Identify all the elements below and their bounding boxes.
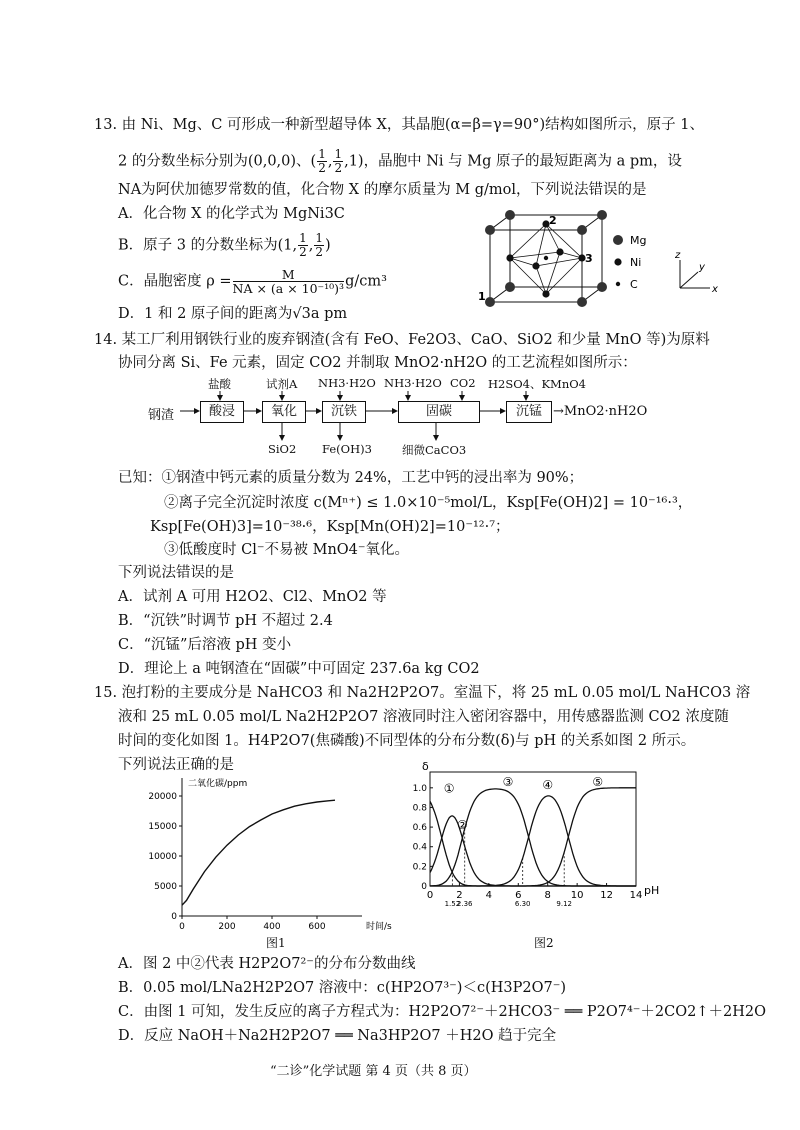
series-label-4: ④ bbox=[542, 777, 554, 792]
y-tick-label: 1.0 bbox=[412, 783, 427, 794]
q14-option-d: D．理论上 a 吨钢渣在“固碳”中可固定 237.6a kg CO2 bbox=[118, 661, 480, 677]
input-h2so4-kmno4: H2SO4、KMnO4 bbox=[488, 377, 586, 391]
y-tick-label: 10000 bbox=[148, 852, 177, 862]
y-tick-label: 0.6 bbox=[412, 823, 427, 834]
q13-text-1: 由 Ni、Mg、C 可形成一种新型超导体 X，其晶胞(α=β=γ=90°)结构如图所示，原子 1、 bbox=[121, 117, 705, 133]
density-fraction: $\frac{M}{\text{NA × (a × 10⁻¹⁰)³}}$ bbox=[232, 267, 345, 296]
q15-option-d: D．反应 NaOH＋Na2H2P2O7 ══ Na3HP2O7 ＋H2O 趋于完全 bbox=[118, 1028, 557, 1044]
distribution-fraction-chart bbox=[400, 760, 680, 930]
q13-option-c: C．晶胞密度 ρ = $\frac{M}{\text{NA × (a × 10⁻¹⁰)³}}$ g/cm³ bbox=[118, 267, 387, 296]
series-label-3: ③ bbox=[502, 774, 514, 789]
y-tick-label: 20000 bbox=[148, 792, 177, 802]
atom-label-2: 2 bbox=[549, 214, 557, 227]
q13-option-b: B．原子 3 的分数坐标为(1, $\frac{1}{2}$ , $\frac{1}{2}$ ) bbox=[118, 231, 331, 259]
x-tick-label: 14 bbox=[629, 890, 643, 901]
q14-known-4: ③低酸度时 Cl⁻不易被 MnO4⁻氧化。 bbox=[164, 542, 410, 558]
annotation-label: 2.36 bbox=[456, 900, 473, 908]
fraction: $\frac{1}{2}$ bbox=[315, 231, 323, 259]
flow-arrows bbox=[0, 0, 800, 470]
page-footer: “二诊”化学试题 第 4 页（共 8 页） bbox=[270, 1064, 477, 1079]
x-tick-label: 600 bbox=[308, 922, 326, 932]
flow-step-acid-leach: 酸浸 bbox=[200, 401, 244, 423]
legend-mg: Mg bbox=[630, 234, 647, 247]
input-co2: CO2 bbox=[450, 376, 476, 390]
flow-step-precip-mn: 沉锰 bbox=[506, 401, 552, 423]
axis-z: z bbox=[675, 250, 681, 261]
q14-ask: 下列说法错误的是 bbox=[118, 565, 234, 581]
q15-line2: 液和 25 mL 0.05 mol/L Na2H2P2O7 溶液同时注入密闭容器中，用传感器监测 CO2 浓度随 bbox=[118, 709, 729, 725]
y-axis-label: 二氧化碳/ppm bbox=[188, 779, 248, 789]
q14-known-2: ②离子完全沉淀时浓度 c(Mⁿ⁺) ≤ 1.0×10⁻⁵mol/L，Ksp[Fe(OH)2] = 10⁻¹⁶·³， bbox=[164, 495, 693, 511]
input-nh3-1: NH3·H2O bbox=[318, 376, 376, 390]
x-tick-label: 400 bbox=[263, 922, 281, 932]
y-tick-label: 15000 bbox=[148, 822, 177, 832]
species-curve-3 bbox=[430, 789, 636, 886]
q13-option-a: A．化合物 X 的化学式为 MgNi3C bbox=[118, 206, 345, 222]
x-axis-label: 时间/s bbox=[366, 922, 392, 932]
q13-line2: 2 的分数坐标分别为(0,0,0)、( $\frac{1}{2}$ , $\frac{1}{2}$ ,1)，晶胞中 Ni 与 Mg 原子的最短距离为 a pm，设 bbox=[118, 147, 682, 175]
q13-number: 13. bbox=[94, 117, 118, 133]
species-curve-4 bbox=[430, 796, 636, 886]
x-tick-label: 200 bbox=[218, 922, 236, 932]
series-label-5: ⑤ bbox=[592, 774, 604, 789]
q15-line3: 时间的变化如图 1。H4P2O7(焦磷酸)不同型体的分布分数(δ)与 pH 的关系如图 2 所示。 bbox=[118, 733, 696, 749]
species-curve-5 bbox=[430, 788, 636, 886]
fig2-caption: 图2 bbox=[534, 936, 554, 950]
q14-line2: 协同分离 Si、Fe 元素，固定 CO2 并制取 MnO2·nH2O 的工艺流程如图所示： bbox=[118, 355, 637, 371]
x-tick-label: 0 bbox=[179, 922, 185, 932]
q15-option-c: C．由图 1 可知，发生反应的离子方程式为：H2P2O7²⁻＋2HCO3⁻ ══ P2O7⁴⁻＋2CO2↑＋2H2O bbox=[118, 1004, 767, 1020]
x-tick-label: 8 bbox=[544, 890, 551, 901]
output-caco3: 细微CaCO3 bbox=[402, 443, 467, 457]
q14-known-1: 已知：①钢渣中钙元素的质量分数为 24%，工艺中钙的浸出率为 90%； bbox=[118, 470, 584, 486]
co2-time-chart bbox=[140, 770, 400, 950]
series-label-2: ② bbox=[456, 818, 468, 833]
q13-option-d: D．1 和 2 原子间的距离为√3a pm bbox=[118, 306, 348, 322]
q15-option-b: B．0.05 mol/LNa2H2P2O7 溶液中：c(HP2O7³⁻)＜c(H3P2O7⁻) bbox=[118, 980, 567, 996]
q15-number: 15. bbox=[94, 685, 118, 701]
q15-ask: 下列说法正确的是 bbox=[118, 757, 234, 773]
x-tick-label: 4 bbox=[485, 890, 493, 901]
legend-c: C bbox=[630, 278, 638, 291]
flow-step-fix-carbon: 固碳 bbox=[398, 401, 480, 423]
y-tick-label: 0.2 bbox=[412, 862, 427, 873]
co2-curve bbox=[182, 800, 335, 905]
x-tick-label: 6 bbox=[515, 890, 522, 901]
x-tick-label: 10 bbox=[570, 890, 584, 901]
flow-start: 钢渣 bbox=[148, 408, 175, 423]
axis-y: y bbox=[699, 262, 705, 273]
x-tick-label: 12 bbox=[600, 890, 613, 901]
q14-option-b: B．“沉铁”时调节 pH 不超过 2.4 bbox=[118, 613, 333, 629]
q15-option-a: A．图 2 中②代表 H2P2O7²⁻的分布分数曲线 bbox=[118, 956, 416, 972]
output-feoh3: Fe(OH)3 bbox=[322, 442, 372, 456]
fraction: $\frac{1}{2}$ bbox=[318, 147, 326, 175]
q13-line3: NA为阿伏加德罗常数的值，化合物 X 的摩尔质量为 M g/mol，下列说法错误的是 bbox=[118, 182, 647, 198]
input-hcl: 盐酸 bbox=[208, 377, 231, 391]
series-label-1: ① bbox=[443, 781, 455, 796]
q15-line1: 15. 泡打粉的主要成分是 NaHCO3 和 Na2H2P2O7。室温下，将 25 mL 0.05 mol/L NaHCO3 溶 bbox=[94, 685, 751, 701]
y-axis-label: δ bbox=[422, 760, 429, 773]
input-reagent-a: 试剂A bbox=[266, 377, 298, 391]
y-tick-label: 0.4 bbox=[412, 842, 427, 853]
q14-line1: 14. 某工厂利用钢铁行业的废弃钢渣(含有 FeO、Fe2O3、CaO、SiO2 和少量 MnO 等)为原料 bbox=[94, 332, 710, 348]
y-tick-label: 0.8 bbox=[412, 803, 427, 814]
y-tick-label: 0 bbox=[171, 912, 177, 922]
flow-step-precip-fe: 沉铁 bbox=[322, 401, 366, 423]
q14-option-a: A．试剂 A 可用 H2O2、Cl2、MnO2 等 bbox=[118, 589, 387, 605]
x-tick-label: 0 bbox=[426, 890, 434, 901]
output-sio2: SiO2 bbox=[268, 442, 297, 456]
atom-label-1: 1 bbox=[478, 290, 486, 303]
legend-ni: Ni bbox=[630, 256, 642, 269]
annotation-label: 9.12 bbox=[556, 900, 572, 908]
flow-end: →MnO2·nH2O bbox=[553, 404, 648, 419]
annotation-label: 6.30 bbox=[514, 900, 531, 908]
atom-label-3: 3 bbox=[585, 252, 593, 265]
input-nh3-2: NH3·H2O bbox=[384, 376, 442, 390]
y-tick-label: 0 bbox=[421, 882, 427, 892]
annotation-label: 1.52 bbox=[444, 900, 461, 908]
axis-x: x bbox=[712, 284, 718, 295]
flow-step-oxidize: 氧化 bbox=[262, 401, 306, 423]
q14-option-c: C．“沉锰”后溶液 pH 变小 bbox=[118, 637, 292, 653]
fig1-caption: 图1 bbox=[266, 936, 286, 950]
y-tick-label: 5000 bbox=[154, 882, 177, 892]
q14-known-3: Ksp[Fe(OH)3]=10⁻³⁸·⁶，Ksp[Mn(OH)2]=10⁻¹²·⁷； bbox=[150, 519, 510, 535]
fraction: $\frac{1}{2}$ bbox=[299, 231, 307, 259]
x-axis-label: pH bbox=[644, 884, 660, 897]
q14-number: 14. bbox=[94, 332, 118, 348]
x-tick-label: 2 bbox=[456, 890, 463, 901]
fraction: $\frac{1}{2}$ bbox=[334, 147, 343, 175]
